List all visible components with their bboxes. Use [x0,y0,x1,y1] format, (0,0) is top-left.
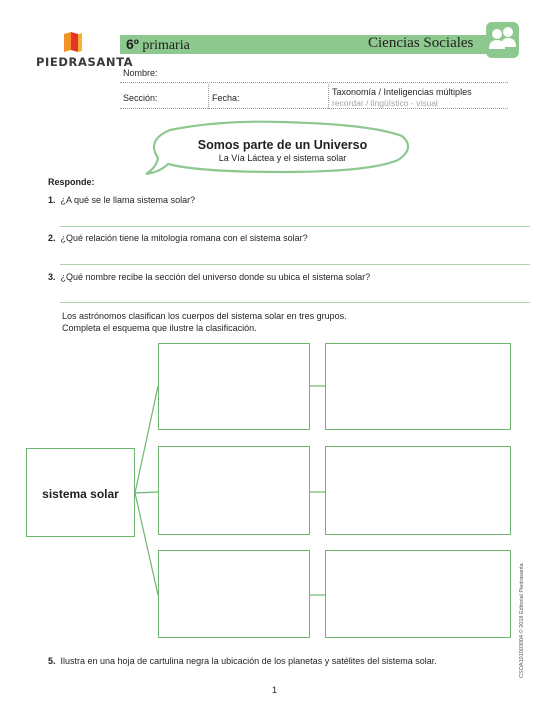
detail-box-1[interactable] [325,343,511,430]
question-number: 3. [48,272,56,282]
taxonomy-sublabel: recordar / lingüístico - visual [332,98,438,108]
question-5 [48,656,437,666]
responde-label: Responde: [48,177,95,187]
question-text: ¿A qué se le llama sistema solar? [60,195,196,205]
question-text: ¿Qué nombre recibe la sección del universo donde su ubica el sistema solar? [60,272,371,282]
center-box-label: sistema solar [42,487,119,501]
taxonomy-label: Taxonomía / Inteligencias múltiples [332,87,472,97]
question-number: 5. [48,656,56,666]
page-number: 1 [272,685,278,695]
intro-line-1: Los astrónomos clasifican los cuerpos del sistema solar en tres grupos. [62,311,347,321]
intro-line-2: Completa el esquema que ilustre la clasificación. [62,323,257,333]
question-text: Ilustra en una hoja de cartulina negra la ubicación de los planetas y satélites del sistema solar. [60,656,437,666]
detail-box-2[interactable] [325,446,511,535]
question-number: 2. [48,233,56,243]
group-box-3[interactable] [158,550,310,638]
group-box-1[interactable] [158,343,310,430]
detail-box-3[interactable] [325,550,511,638]
center-box [26,448,135,537]
connector-line [135,386,158,493]
nombre-label: Nombre: [123,68,158,78]
connector-line [135,492,158,493]
page-title: Somos parte de un Universo [197,138,368,152]
question-text: ¿Qué relación tiene la mitología romana con el sistema solar? [60,233,308,243]
fecha-label: Fecha: [212,93,240,103]
logo-text: PIEDRASANTA [36,55,134,69]
question-number: 1. [48,195,56,205]
copyright-code: CSOA101003004 © 2018 Editorial Piedrasanta [519,563,525,678]
grade-word: primaria [142,38,190,53]
connector-line [135,493,158,595]
group-box-2[interactable] [158,446,310,535]
grade-number: 6º [126,36,139,52]
page-subtitle: La Vía Láctea y el sistema solar [218,153,347,163]
subject-title: Ciencias Sociales [368,35,474,51]
seccion-label: Sección: [123,93,158,103]
